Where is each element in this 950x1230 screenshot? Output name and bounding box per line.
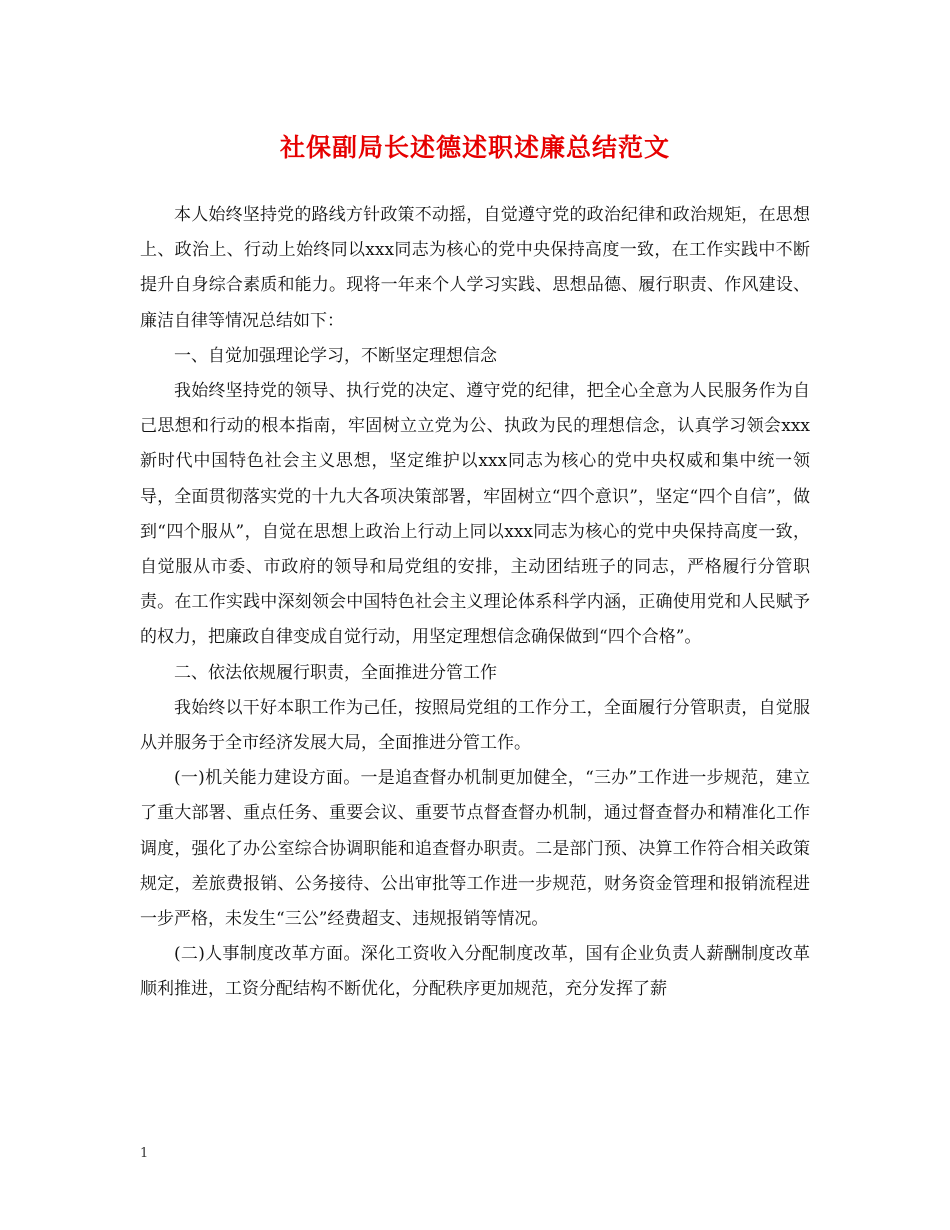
page-number: 1 <box>140 1146 149 1161</box>
paragraph-subsection-1: (一)机关能力建设方面。一是追查督办机制更加健全，“三办”工作进一步规范，建立了重大部署、重点任务、重要会议、重要节点督查督办机制，通过督查督办和精准化工作调度，强化了办公室综合协调职能和追查督办职责。二是部门预、决算工作符合相关政策规定，差旅费报销、公务接待、公出审批等工作进一步规范，财务资金管理和报销流程进一步严格，未发生“三公”经费超支、违规报销等情况。 <box>140 768 810 930</box>
paragraph-section-1: 我始终坚持党的领导、执行党的决定、遵守党的纪律，把全心全意为人民服务作为自己思想和行动的根本指南，牢固树立立党为公、执政为民的理想信念，认真学习领会xxx新时代中国特色社会主义思想，坚定维护以xxx同志为核心的党中央权威和集中统一领导，全面贯彻落实党的十九大各项决策部署，牢固树立“四个意识”，坚定“四个自信”，做到“四个服从”，自觉在思想上政治上行动上同以xxx同志为核心的党中央保持高度一致，自觉服从市委、市政府的领导和局党组的安排，主动团结班子的同志，严格履行分管职责。在工作实践中深刻领会中国特色社会主义理论体系科学内涵，正确使用党和人民赋予的权力，把廉政自律变成自觉行动，用坚定理想信念确保做到“四个合格”。 <box>140 381 810 648</box>
paragraph-intro: 本人始终坚持党的路线方针政策不动摇，自觉遵守党的政治纪律和政治规矩，在思想上、政治上、行动上始终同以xxx同志为核心的党中央保持高度一致，在工作实践中不断提升自身综合素质和能力。现将一年来个人学习实践、思想品德、履行职责、作风建设、廉洁自律等情况总结如下： <box>140 205 810 331</box>
document-title: 社保副局长述德述职述廉总结范文 <box>279 133 670 162</box>
section-heading-2: 二、依法依规履行职责，全面推进分管工作 <box>174 662 497 683</box>
document-body <box>140 198 810 1008</box>
paragraph-section-2: 我始终以干好本职工作为己任，按照局党组的工作分工，全面履行分管职责，自觉服从并服务于全市经济发展大局，全面推进分管工作。 <box>140 697 810 754</box>
section-heading-1: 一、自觉加强理论学习，不断坚定理想信念 <box>174 345 497 366</box>
paragraph-subsection-2: (二)人事制度改革方面。深化工资收入分配制度改革，国有企业负责人薪酬制度改革顺利推进，工资分配结构不断优化，分配秩序更加规范，充分发挥了薪 <box>140 944 810 1000</box>
